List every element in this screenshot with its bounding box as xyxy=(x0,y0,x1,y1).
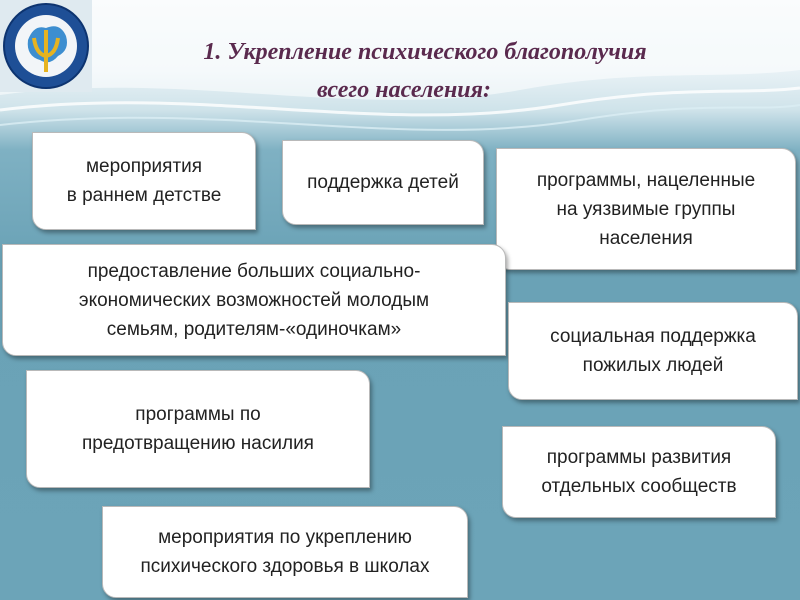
item-label: мероприятия по укреплению психического здоровья в школах xyxy=(140,527,430,577)
item-elderly-support xyxy=(508,302,798,400)
item-violence-prevention xyxy=(26,370,370,488)
title-line-1: 1. Укрепление психического благополучия xyxy=(203,39,647,65)
item-label: поддержка детей xyxy=(307,172,459,193)
item-label: программы, нацеленные на уязвимые группы населения xyxy=(536,169,756,249)
item-vulnerable-groups xyxy=(496,148,796,270)
slide-title xyxy=(0,34,800,108)
item-young-families xyxy=(2,244,506,356)
item-label: программы по предотвращению насилия xyxy=(82,404,314,454)
item-community-development xyxy=(502,426,776,518)
item-label: программы развития отдельных сообществ xyxy=(541,447,737,497)
item-label: предоставление больших социально- экономических возможностей молодым семьям, родителям-«одиночкам» xyxy=(78,260,430,340)
item-label: мероприятия в раннем детстве xyxy=(66,156,222,206)
item-child-support xyxy=(282,140,484,225)
item-label: социальная поддержка пожилых людей xyxy=(550,326,756,376)
title-line-2: всего населения: xyxy=(317,77,491,103)
item-early-childhood xyxy=(32,132,256,230)
item-school-mental-health xyxy=(102,506,468,598)
